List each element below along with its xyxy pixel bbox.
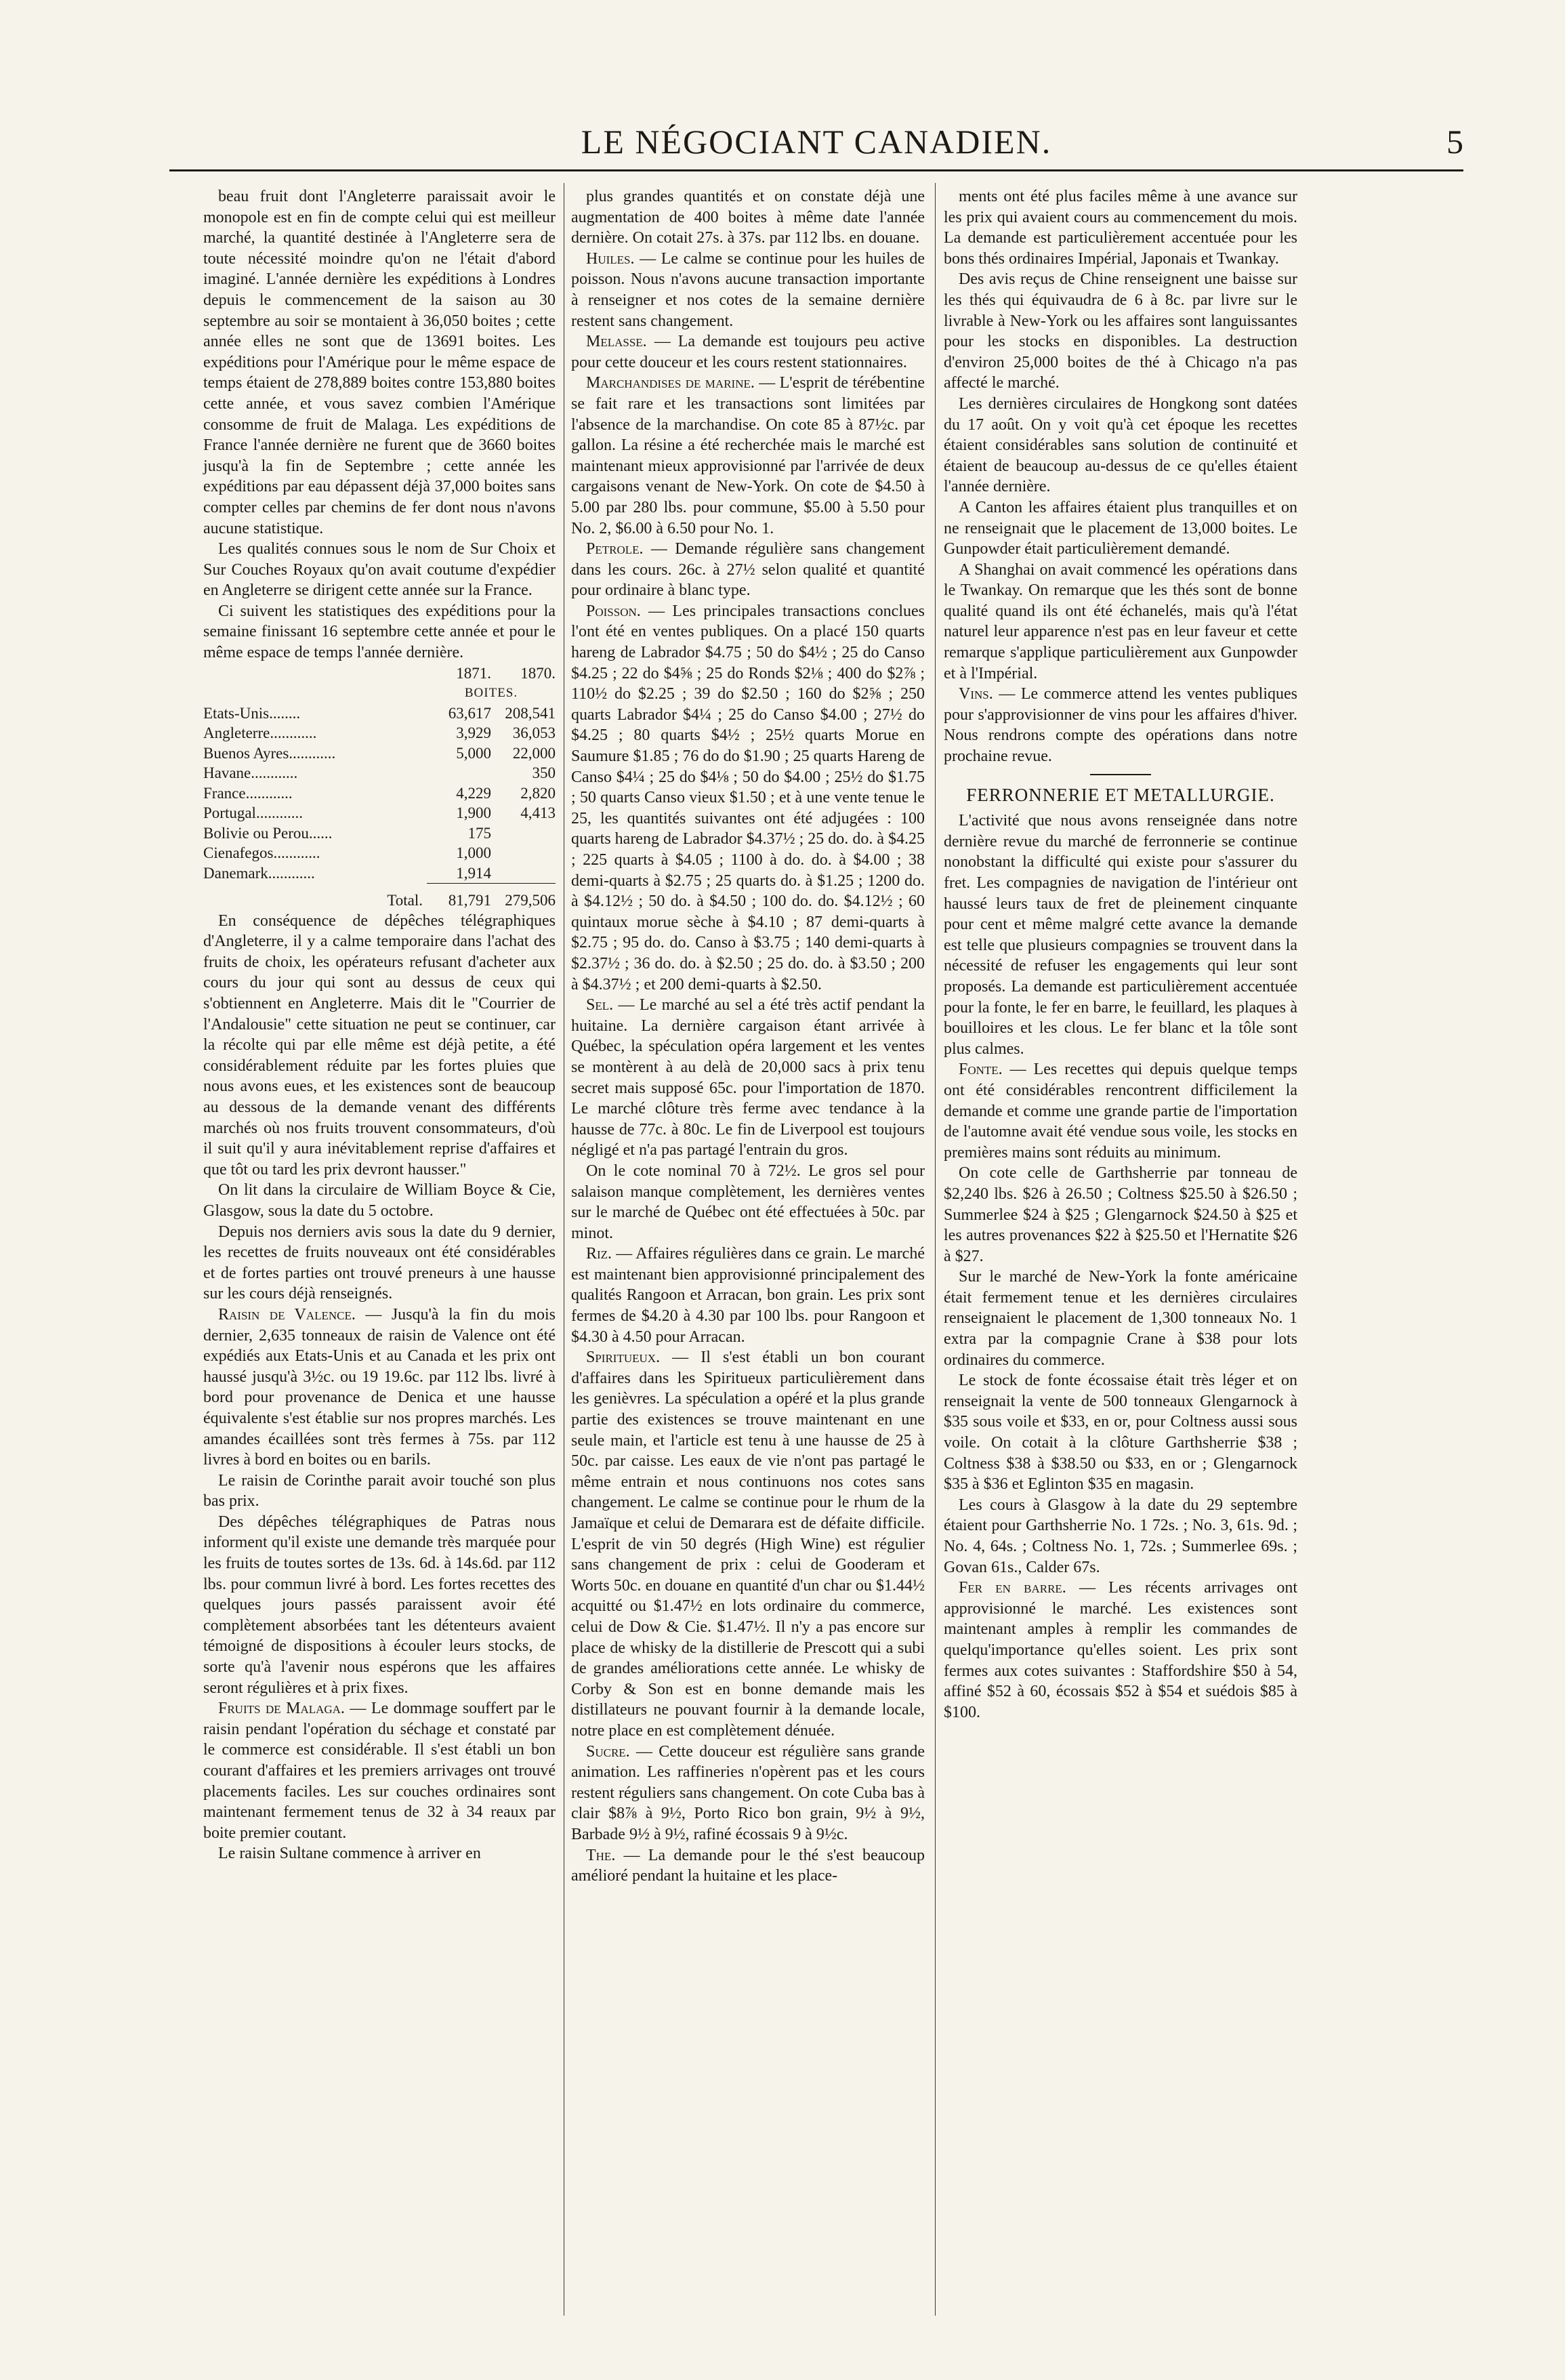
table-cell: 1,000 <box>456 844 491 862</box>
paragraph <box>571 601 925 995</box>
table-cell-label: Bolivie ou Perou...... <box>203 824 333 842</box>
table-cell: 4,229 <box>456 784 491 802</box>
table-cell-label: France............ <box>203 784 293 802</box>
paragraph: Des avis reçus de Chine renseignent une baisse sur les thés qui équivaudra de 6 à 8c. par livre sur le livrable à New-York ou les affaires sont languissantes pour les stocks en disponibles. La destruction d'environ 25,000 boites de thé à Chicago n'a pas affecté le marché. <box>944 270 1297 392</box>
paragraph-body: — La demande est toujours peu active pour cette douceur et les cours restent stationnaires. <box>571 333 925 371</box>
table-row <box>203 723 556 743</box>
section-lead: Marchandises de marine. <box>586 374 755 392</box>
table-cell: 1,900 <box>456 804 491 822</box>
table-cell: 3,929 <box>456 724 491 742</box>
paragraph: On cote celle de Garthsherrie par tonneau de $2,240 lbs. $26 à 26.50 ; Coltness $25.50 à $26.50 ; Summerlee $24 à $25 ; Glengarnock $24.50 à $25 et les autres provenances $22 à $25.50 et l'Hernatite $26 à $27. <box>944 1164 1297 1265</box>
paragraph: Les cours à Glasgow à la date du 29 septembre étaient pour Garthsherrie No. 1 72s. ; No. 3, 61s. 9d. ; No. 4, 64s. ; Coltness No. 1, 72s. ; Summerlee 69s. ; Govan 61s., Calder 67s. <box>944 1496 1297 1576</box>
section-lead: Riz. <box>586 1245 612 1263</box>
table-cell <box>491 823 556 844</box>
paragraph: Les dernières circulaires de Hongkong sont datées du 17 août. On y voit qu'à cet époque les recettes étaient considérables sans solution de continuité et étaient de beaucoup au-dessus de ce qu'elles étaient l'année dernière. <box>944 394 1297 496</box>
table-cell-label: Danemark............ <box>203 864 315 882</box>
paragraph: ments ont été plus faciles même à une avance sur les prix qui avaient cours au commencement du mois. La demande est particulièrement accentuée pour les bons thés ordinaires Impérial, Japonais et Twankay. <box>944 188 1297 268</box>
section-lead: Sel. <box>586 996 614 1014</box>
table-row <box>203 863 556 884</box>
column-2 <box>571 186 925 1887</box>
paragraph <box>571 1845 925 1887</box>
table-cell-label: Havane............ <box>203 764 298 782</box>
table-cell: 63,617 <box>448 704 491 722</box>
page-header <box>169 122 1463 171</box>
paragraph: En conséquence de dépêches télégraphiques d'Angleterre, il y a calme temporaire dans l'achat des fruits de choix, les opérateurs refusant d'acheter aux cours du jour qui sont au dessus de ceux qui s'obtiennent en Angleterre. Mais dit le "Courrier de l'Andalousie" cette situation ne peut se continuer, car la récolte qui par elle même est déjà petite, a été considérablement réduite par les fortes pluies que nous avons eues, et les existences sont de beaucoup au dessous de la demande venant des différents marchés où nos fruits trouvent consommateurs, d'où il suit qu'il y aura inévitablement reprise d'affaires et que tôt ou tard les prix devront hausser." <box>203 911 556 1178</box>
paragraph: Le raisin Sultane commence à arriver en <box>218 1845 481 1863</box>
paragraph: On le cote nominal 70 à 72½. Le gros sel pour salaison manque complètement, les dernières ventes sur le marché de Québec ont été effectuées à 50c. par minot. <box>571 1162 925 1242</box>
paragraph-body: — Le dommage souffert par le raisin pendant l'opération du séchage et constaté par le commerce est considérable. Il s'est établi un bon courant d'affaires et les premiers arrivages ont trouvé placements faciles. Les sur couches ordinaires sont maintenant fermement tenus de 32 à 34 reaux par boite premier coutant. <box>203 1700 556 1842</box>
table-row <box>203 763 556 783</box>
paragraph <box>571 995 925 1161</box>
section-lead: Vins. <box>959 685 993 703</box>
paragraph: Des dépêches télégraphiques de Patras nous informent qu'il existe une demande très marquée pour les fruits de toutes sortes de 13s. 6d. à 14s.6d. par 112 lbs. pour commun livré à bord. Les fortes recettes des quelques jours passés paraissent avoir été complètement absorbées tant les détenteurs avaient témoigné de dispositions à écouler leurs stocks, de sorte qu'à l'avenir nous espérons que les affaires seront régulières et à prix fixes. <box>203 1513 556 1697</box>
section-lead: Fruits de Malaga. <box>218 1700 345 1718</box>
paragraph: Le raisin de Corinthe parait avoir touché son plus bas prix. <box>203 1471 556 1511</box>
table-cell: 350 <box>532 764 556 782</box>
table-cell <box>427 763 491 783</box>
paragraph <box>571 539 925 601</box>
paragraph-body: — Il s'est établi un bon courant d'affaires dans les Spiritueux particulièrement dans les genièvres. La spéculation a opéré et la plus grande partie des existences se trouve maintenant en une seule main, et l'article est tenu à une hausse de 25 à 50c. par caisse. Les eaux de vie n'ont pas partagé le même entrain et nous continuons nos cotes sans changement. Le calme se continue pour le rhum de la Jamaïque et celui de Demarara est de défaite difficile. L'esprit de vin 50 degrés (High Wine) est régulier sans changement de prix : celui de Gooderam et Worts 50c. en douane en quantité d'un char ou $1.44½ acquitté ou $1.47½ en lots ordinaire du commerce, celui de Dow & Cie. $1.47½. Il n'y a pas encore sur place de whisky de la distillerie de Prescott qui a subi de grandes améliorations cette année. Le whisky de Corby & Son est en bonne demande mais les distillateurs ne pouvant fournir à la demande locale, notre place en est complètement dénuée. <box>571 1349 925 1740</box>
paragraph-body: — Les récents arrivages ont approvisionné le marché. Les existences sont maintenant amples à remplir les commandes de quelqu'importance qu'elles soient. Les prix sont fermes aux cotes suivantes : Staffordshire $50 à 54, affiné $52 à 60, écossais $52 à $54 et suédois $85 à $100. <box>944 1579 1297 1721</box>
table-cell: 36,053 <box>512 724 556 742</box>
section-lead: Fonte. <box>959 1061 1003 1079</box>
section-divider <box>1090 774 1151 775</box>
paragraph-body: — Les principales transactions conclues l'ont été en ventes publiques. On a placé 150 quarts hareng de Labrador $4.75 ; 50 do $4½ ; 25 do Canso $4.25 ; 22 do $4⅝ ; 25 do Ronds $2⅛ ; 400 do $2⅞ ; 110½ do $2.25 ; 39 do $2.50 ; 160 do $2⅝ ; 250 quarts Labrador $4¼ ; 25 do Canso $4.00 ; 27½ do $4.25 ; 80 quarts $4½ ; 25½ quarts Morue en Saumure $1.85 ; 76 do do $1.90 ; 25 quarts Hareng de Canso $4¼ ; 25 do $4⅛ ; 50 do $4.00 ; 25½ do $1.75 ; 50 quarts Canso vieux $1.50 ; et à une vente tenue le 25, les quantités suivantes ont été adjugées : 100 quarts hareng de Labrador $4.37½ ; 25 do. do. à $4.25 ; 225 quarts à $4.05 ; 1100 à do. do. à $4.00 ; 38 demi-quarts à $2.75 ; 25 quarts do. à $1.25 ; 1200 do. à $4.12½ ; 50 do. à $4.50 ; 100 do. do. $4.12½ ; 60 quintaux morue sèche à $4.10 ; 87 demi-quarts à $2.75 ; 95 do. do. Canso à $3.75 ; 140 demi-quarts à $2.37½ ; 36 do. do. à $2.50 ; 25 do. do. à $3.50 ; 200 à $4.37½ ; et 200 demi-quarts à $2.50. <box>571 602 925 993</box>
section-lead: Fer en barre. <box>959 1579 1066 1597</box>
table-cell: 175 <box>467 824 491 842</box>
table-col-1870: 1870. <box>520 664 556 682</box>
section-lead: Sucre. <box>586 1742 630 1761</box>
paragraph: A Canton les affaires étaient plus tranquilles et on ne renseignait que le placement de 13,000 boites. Le Gunpowder était particulièrement demandé. <box>944 498 1297 558</box>
table-col-1871: 1871. <box>456 664 491 682</box>
table-cell-label: Etats-Unis........ <box>203 704 301 722</box>
column-1 <box>203 186 556 1864</box>
paragraph-body: — Le commerce attend les ventes publiques pour s'approvisionner de vins pour les affaires d'hiver. Nous rendrons compte des opérations dans notre prochaine revue. <box>944 685 1297 766</box>
paragraph: Ci suivent les statistiques des expéditions pour la semaine finissant 16 septembre cette année et pour le même espace de temps l'année dernière. <box>203 602 556 662</box>
paragraph <box>571 331 925 373</box>
page-number: 5 <box>1446 123 1463 161</box>
table-cell-label: Buenos Ayres............ <box>203 744 336 762</box>
table-row <box>203 843 556 863</box>
paragraph <box>944 1059 1297 1163</box>
paragraph <box>571 1347 925 1741</box>
table-total-1871: 81,791 <box>427 884 491 911</box>
shipments-table <box>203 663 556 911</box>
paragraph <box>571 1244 925 1347</box>
paragraph-body: — Affaires régulières dans ce grain. Le marché est maintenant bien approvisionné principalement des qualités Rangoon et Arracan, bon grain. Les prix sont fermes de $4.20 à 4.30 par 100 lbs. pour Rangoon et $4.30 à 4.50 pour Arracan. <box>571 1245 925 1346</box>
paragraph-body: — Jusqu'à la fin du mois dernier, 2,635 tonneaux de raisin de Valence ont été expédiés aux Etats-Unis et au Canada et les prix ont haussé jusqu'à 3½c. ou 19 19.6c. par 112 lbs. livré à bord pour provenance de Denica et une hausse équivalente s'est établie sur nos propres marchés. Les amandes écaillées sont très fermes à 75s. par 112 livres à bord en boites ou en barils. <box>203 1305 556 1469</box>
paragraph: beau fruit dont l'Angleterre paraissait avoir le monopole est en fin de compte celui qui est meilleur marché, la quantité destinée à l'Angleterre sera de toute nécessité moindre qu'on ne l'était d'abord imaginé. L'année dernière les expéditions à Londres depuis le commencement de la saison au 30 septembre au soir se montaient à 36,050 boites ; cette année elles ne sont que de 13691 boites. Les expéditions pour l'Amérique pour le même espace de temps étaient de 278,889 boites contre 153,880 boites cette année, et vous savez combien l'Amérique consomme de fruit de Malaga. Les expéditions de France l'année dernière ne furent que de 3660 boites jusqu'à la fin de Septembre ; cette année les expéditions par eau dépassent déjà 37,000 boites sans compter celles par chemins de fer dont nous n'avons aucune statistique. <box>203 188 556 537</box>
section-lead: Poisson. <box>586 602 641 620</box>
table-cell: 208,541 <box>505 704 556 722</box>
column-rule <box>935 183 936 2316</box>
paragraph: Les qualités connues sous le nom de Sur Choix et Sur Couches Royaux qu'on avait coutume d'expédier en Angleterre se dirigent cette année sur la France. <box>203 540 556 600</box>
column-3 <box>944 186 1297 1723</box>
paragraph-body: — L'esprit de térébentine se fait rare et les transactions sont limitées par l'absence de la marchandise. On cote 85 à 87½c. par gallon. La résine a été recherchée mais le marché est maintenant mieux approvisionné par l'arrivée de deux cargaisons venant de New-York. On cote de $4.50 à 5.00 par 280 lbs. pour commune, $5.00 à 5.50 pour No. 2, $6.00 à 6.50 pour No. 1. <box>571 374 925 537</box>
paragraph: On lit dans la circulaire de William Boyce & Cie, Glasgow, sous la date du 5 octobre. <box>203 1181 556 1220</box>
paragraph <box>571 1742 925 1845</box>
table-subheader-row <box>203 683 556 703</box>
section-lead: Spiritueux. <box>586 1349 661 1367</box>
paragraph <box>944 1578 1297 1723</box>
section-lead: Melasse. <box>586 333 647 351</box>
table-cell: 1,914 <box>456 864 491 882</box>
paragraph: Depuis nos derniers avis sous la date du 9 dernier, les recettes de fruits nouveaux ont été considérables et de fortes parties ont trouvé preneurs à une hausse sur les cours déjà renseignés. <box>203 1223 556 1303</box>
paragraph: plus grandes quantités et on constate déjà une augmentation de 400 boites à même date l'année dernière. On cotait 27s. à 37s. par 112 lbs. en douane. <box>571 188 925 247</box>
section-heading: FERRONNERIE ET METALLURGIE. <box>966 784 1275 805</box>
table-cell: 4,413 <box>520 804 556 822</box>
table-cell <box>491 843 556 863</box>
table-row <box>203 823 556 844</box>
paragraph <box>203 1305 556 1471</box>
table-total-1870: 279,506 <box>491 884 556 911</box>
table-row <box>203 803 556 823</box>
table-cell <box>491 863 556 884</box>
table-row <box>203 743 556 764</box>
table-total-label: Total. <box>387 891 423 909</box>
paragraph <box>571 373 925 539</box>
paragraph-body: — Le calme se continue pour les huiles de poisson. Nous n'avons aucune transaction importante à renseigner et nos cotes de la semaine dernière restent sans changement. <box>571 249 925 330</box>
table-subheader: BOITES. <box>464 686 518 701</box>
table-cell-label: Angleterre............ <box>203 724 317 742</box>
paragraph-body: — Demande régulière sans changement dans les cours. 26c. à 27½ selon qualité et quantité pour ordinaire à blanc type. <box>571 540 925 600</box>
paragraph-body: — Les recettes qui depuis quelque temps ont été considérables rencontrent difficilement la demande et comme une grande partie de l'importation de l'automne avait été vendue sous voile, les stocks en premières mains sont réduits au minimum. <box>944 1061 1297 1162</box>
paragraph: A Shanghai on avait commencé les opérations dans le Twankay. On remarque que les thés sont de bonne qualité quand ils ont été échanelés, mais qu'à l'état naturel leur apparence n'est pas en leur faveur et cette remarque s'applique particulièrement aux Gunpowder et à l'Impérial. <box>944 560 1297 682</box>
paragraph-body: — Cette douceur est régulière sans grande animation. Les raffineries n'opèrent pas et les cours restent réguliers sans changement. On cote Cuba bas à clair $8⅞ à 9½, Porto Rico bon grain, 9½ à 9½, Barbade 9½ à 9½, rafiné écossais 9 à 9½c. <box>571 1742 925 1843</box>
paragraph <box>571 249 925 331</box>
table-row <box>203 703 556 724</box>
table-header-row <box>203 663 556 684</box>
paragraph: Le stock de fonte écossaise était très léger et on renseignait la vente de 500 tonneaux Glengarnock à $35 sous voile et $33, en or, pour Coltness aussi sous voile. On cotait à la clôture Garthsherrie $38 ; Coltness $38 à $38.50 ou $33, en or ; Glengarnock $35 à $36 et Eglinton $35 en magasin. <box>944 1372 1297 1494</box>
paragraph <box>203 1698 556 1843</box>
table-cell: 2,820 <box>520 784 556 802</box>
section-lead: Huiles. <box>586 249 635 268</box>
paragraph: L'activité que nous avons renseignée dans notre dernière revue du marché de ferronnerie se continue nonobstant la difficulté qui existe pour s'assurer du fret. Les compagnies de navigation de l'intérieur ont haussé leurs taux de fret de pleinement cinquante pour cent et même malgré cette avance la demande est telle que plusieurs compagnies se trouvent dans la nécessité de refuser les engagements qui leur sont proposés. La demande est particulièrement accentuée pour la fonte, le fer en barre, le feuillard, les plaques à bouilloires et les clous. Le fer blanc et la tôle sont plus calmes. <box>944 812 1297 1058</box>
paragraph-body: — Le marché au sel a été très actif pendant la huitaine. La dernière cargaison étant arrivée à Québec, la spéculation opéra largement et les ventes se montèrent à au delà de 20,000 sacs à prix tenu secret mais supposé 65c. pour l'importation de 1870. Le marché clôture très ferme avec tendance à la hausse de 77c. à 80c. Le fin de Liverpool est toujours négligé et n'a pas partagé l'entrain du gros. <box>571 996 925 1160</box>
table-cell-label: Cienafegos............ <box>203 844 320 862</box>
masthead-title: LE NÉGOCIANT CANADIEN. <box>581 123 1052 161</box>
table-total-row <box>203 884 556 911</box>
table-cell: 22,000 <box>512 744 556 762</box>
section-lead: Raisin de Valence. <box>218 1305 356 1324</box>
paragraph-body: — La demande pour le thé s'est beaucoup amélioré pendant la huitaine et les place- <box>571 1846 925 1885</box>
table-cell: 5,000 <box>456 744 491 762</box>
table-row <box>203 783 556 804</box>
paragraph <box>944 684 1297 766</box>
section-lead: The. <box>586 1846 616 1864</box>
section-lead: Petrole. <box>586 540 644 558</box>
table-cell-label: Portugal............ <box>203 804 303 822</box>
paragraph: Sur le marché de New-York la fonte américaine était fermement tenue et les dernières circulaires renseignaient le placement de 1,300 tonneaux No. 1 extra par la compagnie Crane à $38 pour lots ordinaires du commerce. <box>944 1268 1297 1369</box>
